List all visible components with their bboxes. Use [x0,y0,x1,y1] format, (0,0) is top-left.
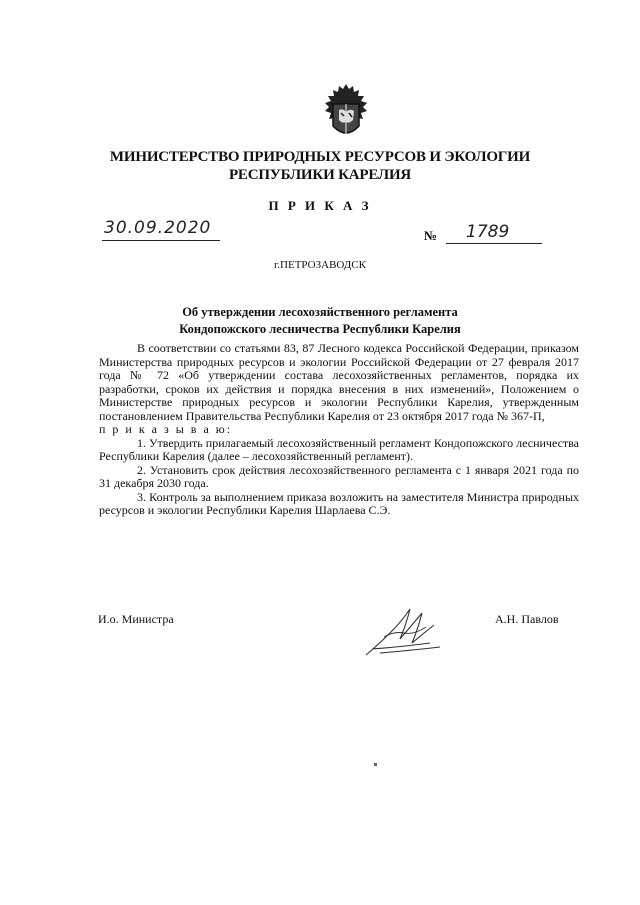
order-subject [0,304,640,338]
signatory-name: А.Н. Павлов [495,612,559,626]
handwritten-signature-icon [360,603,450,661]
number-underline [446,243,542,244]
city: г.ПЕТРОЗАВОДСК [274,259,366,271]
order-item-3: 3. Контроль за выполнением приказа возложить на заместителя Министра природных ресурсов и экологии Республики Карелия Шарлаева С.Э. [99,489,579,517]
subject-line1: Об утверждении лесохозяйственного регламента [182,305,458,319]
number-sign: № [424,228,438,243]
ministry-name-line2: РЕСПУБЛИКИ КАРЕЛИЯ [228,167,412,183]
ministry-name [0,148,640,184]
order-item-1: 1. Утвердить прилагаемый лесохозяйственный регламент Кондопожского лесничества Республики Карелия (далее – лесохозяйственный регламент). [99,435,579,463]
order-word: п р и к а з ы в а ю: [99,422,233,436]
page-dot [374,763,377,766]
order-number: 1789 [466,222,510,242]
signatory-position: И.о. Министра [98,612,174,626]
karelia-coat-of-arms-icon [319,82,373,142]
ministry-name-line1: МИНИСТЕРСТВО ПРИРОДНЫХ РЕСУРСОВ И ЭКОЛОГИИ [109,149,531,165]
order-body [99,342,579,518]
date-underline [102,240,220,241]
order-title: П Р И К А З [268,198,372,213]
subject-line2: Кондопожского лесничества Республики Карелия [179,322,461,336]
order-date: 30.09.2020 [104,218,212,238]
order-item-2: 2. Установить срок действия лесохозяйственного регламента с 1 января 2021 года по 31 декабря 2030 года. [99,462,579,490]
preamble-paragraph: В соответствии со статьями 83, 87 Лесного кодекса Российской Федерации, приказом Министерства природных ресурсов и экологии Российской Федерации от 27 февраля 2017 года № 72 «Об утверждении состава лесохозяйственных регламентов, порядка их разработки, сроков их действия и порядка внесения в них изменений», Положением о Министерстве природных ресурсов и экологии Республики Карелия, утвержденным постановлением Правительства Республики Карелия от 23 октября 2017 года № 367-П, [99,341,579,423]
